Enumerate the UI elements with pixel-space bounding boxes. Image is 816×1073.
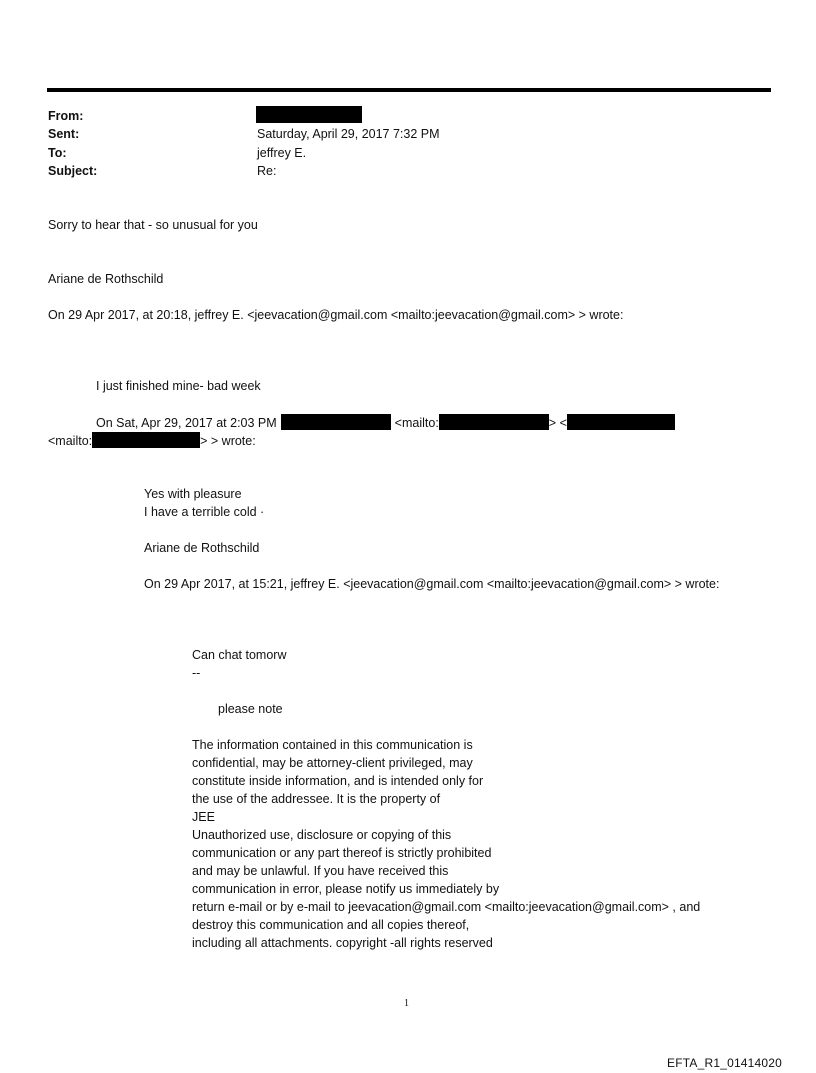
disclaimer xyxy=(192,736,700,952)
quote-1-text: I just finished mine- bad week xyxy=(96,379,261,393)
signature-1: Ariane de Rothschild xyxy=(48,272,164,286)
page-number: 1 xyxy=(404,998,409,1009)
quote-2-line-2: I have a terrible cold · xyxy=(144,505,265,519)
redaction-from xyxy=(256,106,362,123)
disclaimer-line: constitute inside information, and is intended only for xyxy=(192,774,484,788)
disclaimer-line: including all attachments. copyright -all rights reserved xyxy=(192,936,493,950)
sent-value: Saturday, April 29, 2017 7:32 PM xyxy=(257,127,440,141)
signature-2: Ariane de Rothschild xyxy=(144,541,260,555)
disclaimer-line: and may be unlawful. If you have received this xyxy=(192,864,449,878)
disclaimer-line: JEE xyxy=(192,810,215,824)
disclaimer-line: communication or any part thereof is strictly prohibited xyxy=(192,846,492,860)
bates-number: EFTA_R1_01414020 xyxy=(667,1056,783,1070)
to-value: jeffrey E. xyxy=(257,146,307,160)
disclaimer-line: Unauthorized use, disclosure or copying of this xyxy=(192,828,452,842)
quote-2-mailto-a: <mailto: xyxy=(394,416,439,430)
quote-2-mailto-b: <mailto: xyxy=(48,434,93,448)
disclaimer-line: communication in error, please notify us immediately by xyxy=(192,882,500,896)
to-label: To: xyxy=(48,146,67,160)
disclaimer-line: confidential, may be attorney-client privileged, may xyxy=(192,756,473,770)
redaction-sender-name xyxy=(281,414,391,430)
sent-label: Sent: xyxy=(48,127,80,141)
subject-value: Re: xyxy=(257,164,277,178)
header-divider xyxy=(47,88,771,92)
disclaimer-line: destroy this communication and all copies thereof, xyxy=(192,918,470,932)
quote-2-header-line-1 xyxy=(96,414,675,431)
quote-2-line-1: Yes with pleasure xyxy=(144,487,242,501)
quote-2-date: On Sat, Apr 29, 2017 at 2:03 PM xyxy=(96,416,277,430)
quote-3-line-2: -- xyxy=(192,666,201,680)
reply-text: Sorry to hear that - so unusual for you xyxy=(48,218,258,232)
redaction-sender-email-2 xyxy=(567,414,675,430)
quote-3-header: On 29 Apr 2017, at 15:21, jeffrey E. <jeevacation@gmail.com <mailto:jeevacation@gmail.com> > wrote: xyxy=(144,577,720,591)
quote-3-line-1: Can chat tomorw xyxy=(192,648,287,662)
disclaimer-line: The information contained in this communication is xyxy=(192,738,473,752)
subject-label: Subject: xyxy=(48,164,98,178)
from-label: From: xyxy=(48,109,84,123)
quote-2-header-line-2 xyxy=(48,432,256,449)
redaction-sender-email-1 xyxy=(439,414,549,430)
quote-2-wrote: > > wrote: xyxy=(200,434,256,448)
quote-2-gt: > < xyxy=(548,416,567,430)
quote-1-header: On 29 Apr 2017, at 20:18, jeffrey E. <jeevacation@gmail.com <mailto:jeevacation@gmail.com> > wrote: xyxy=(48,308,624,322)
disclaimer-line: the use of the addressee. It is the property of xyxy=(192,792,441,806)
redaction-sender-email-3 xyxy=(92,432,200,448)
disclaimer-line: return e-mail or by e-mail to jeevacation@gmail.com <mailto:jeevacation@gmail.com> , and xyxy=(192,900,701,914)
please-note: please note xyxy=(218,702,283,716)
